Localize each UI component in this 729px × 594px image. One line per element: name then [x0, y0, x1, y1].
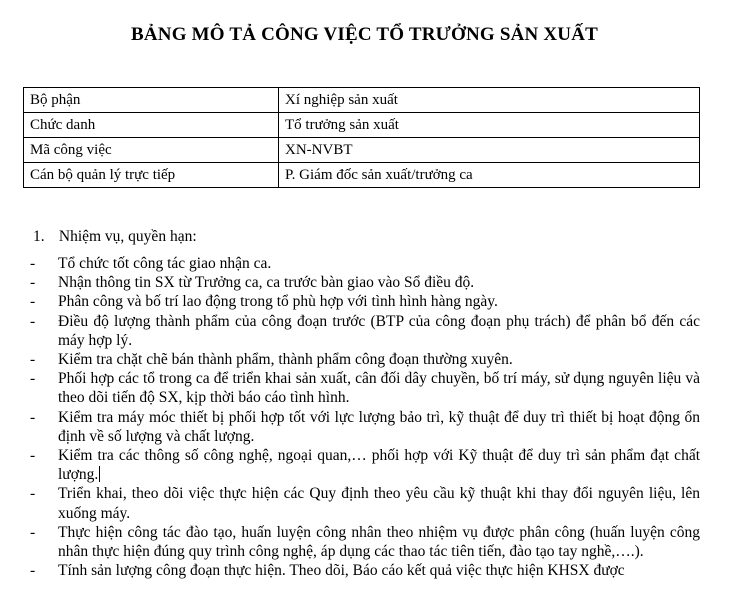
section-number: 1. — [33, 228, 45, 245]
table-row — [24, 113, 700, 138]
info-table — [23, 87, 700, 188]
table-row — [24, 88, 700, 113]
list-item[interactable] — [30, 254, 700, 273]
table-cell-value[interactable]: Tổ trưởng sản xuất — [279, 113, 700, 138]
list-item[interactable] — [30, 561, 700, 580]
bullet-dash: - — [30, 274, 36, 292]
bullet-dash: - — [30, 485, 36, 503]
list-item[interactable] — [30, 273, 700, 292]
list-item[interactable] — [30, 408, 700, 446]
bullet-dash: - — [30, 255, 36, 272]
list-item-text: Kiểm tra chặt chẽ bán thành phẩm, thành phẩm công đoạn thường xuyên. — [58, 351, 513, 369]
list-item[interactable] — [30, 292, 700, 311]
table-cell-value[interactable]: XN-NVBT — [279, 138, 700, 163]
list-item-text: Kiểm tra các thông số công nghệ, ngoại quan,… phối hợp với Kỹ thuật để duy trì sản phẩm đạt chất lượng. — [58, 447, 700, 484]
table-cell-value[interactable]: Xí nghiệp sản xuất — [279, 88, 700, 113]
table-row — [24, 138, 700, 163]
duty-list — [30, 254, 700, 580]
table-cell-label[interactable]: Chức danh — [24, 113, 279, 138]
bullet-dash: - — [30, 370, 36, 388]
table-cell-value[interactable]: P. Giám đốc sản xuất/trưởng ca — [279, 163, 700, 188]
list-item-text: Nhận thông tin SX từ Trưởng ca, ca trước bàn giao vào Sổ điều độ. — [58, 274, 475, 292]
table-cell-label[interactable]: Mã công việc — [24, 138, 279, 163]
table-row — [24, 163, 700, 188]
list-item[interactable] — [30, 312, 700, 350]
list-item-text: Tổ chức tốt công tác giao nhận ca. — [58, 255, 272, 272]
text-cursor — [99, 466, 100, 482]
table-cell-label[interactable]: Cán bộ quản lý trực tiếp — [24, 163, 279, 188]
list-item-text: Kiểm tra máy móc thiết bị phối hợp tốt với lực lượng bảo trì, kỹ thuật để duy trì thiết bị hoạt động ổn định về số lượng và chất lượng. — [58, 408, 700, 445]
list-item-text: Phân công và bố trí lao động trong tổ phù hợp với tình hình hàng ngày. — [58, 293, 498, 311]
bullet-dash: - — [30, 351, 36, 369]
bullet-dash: - — [30, 293, 36, 311]
document-title: BẢNG MÔ TẢ CÔNG VIỆC TỔ TRƯỞNG SẢN XUẤT — [130, 24, 599, 45]
list-item-text: Triển khai, theo dõi việc thực hiện các Quy định theo yêu cầu kỹ thuật khi thay đổi nguyên liệu, lên xuống máy. — [58, 485, 700, 522]
list-item[interactable] — [30, 523, 700, 561]
bullet-dash: - — [30, 312, 36, 330]
table-cell-label[interactable]: Bộ phận — [24, 88, 279, 113]
section-heading — [33, 228, 197, 246]
bullet-dash: - — [30, 447, 36, 465]
bullet-dash: - — [30, 523, 36, 541]
list-item-text: Điều độ lượng thành phẩm của công đoạn trước (BTP của công đoạn phụ trách) để phân bổ đến các máy hợp lý. — [58, 312, 700, 349]
list-item[interactable] — [30, 446, 700, 484]
bullet-dash: - — [30, 562, 36, 580]
bullet-dash: - — [30, 408, 36, 426]
section-title: Nhiệm vụ, quyền hạn: — [58, 228, 197, 245]
list-item-text: Tính sản lượng công đoạn thực hiện. Theo dõi, Báo cáo kết quả việc thực hiện KHSX được — [58, 562, 625, 580]
list-item[interactable] — [30, 350, 700, 369]
list-item-text: Thực hiện công tác đào tạo, huấn luyện công nhân theo nhiệm vụ được phân công (huấn luyện công nhân thực hiện đúng quy trình công nghệ, áp dụng các thao tác tiên tiến, đào tạo tay nghề,….). — [58, 523, 700, 561]
list-item[interactable] — [30, 369, 700, 407]
list-item[interactable] — [30, 484, 700, 522]
list-item-text: Phối hợp các tổ trong ca để triển khai sản xuất, cân đối dây chuyền, bố trí máy, sử dụng nguyên liệu và theo dõi tiến độ SX, kịp thời báo cáo tình hình. — [58, 370, 700, 407]
